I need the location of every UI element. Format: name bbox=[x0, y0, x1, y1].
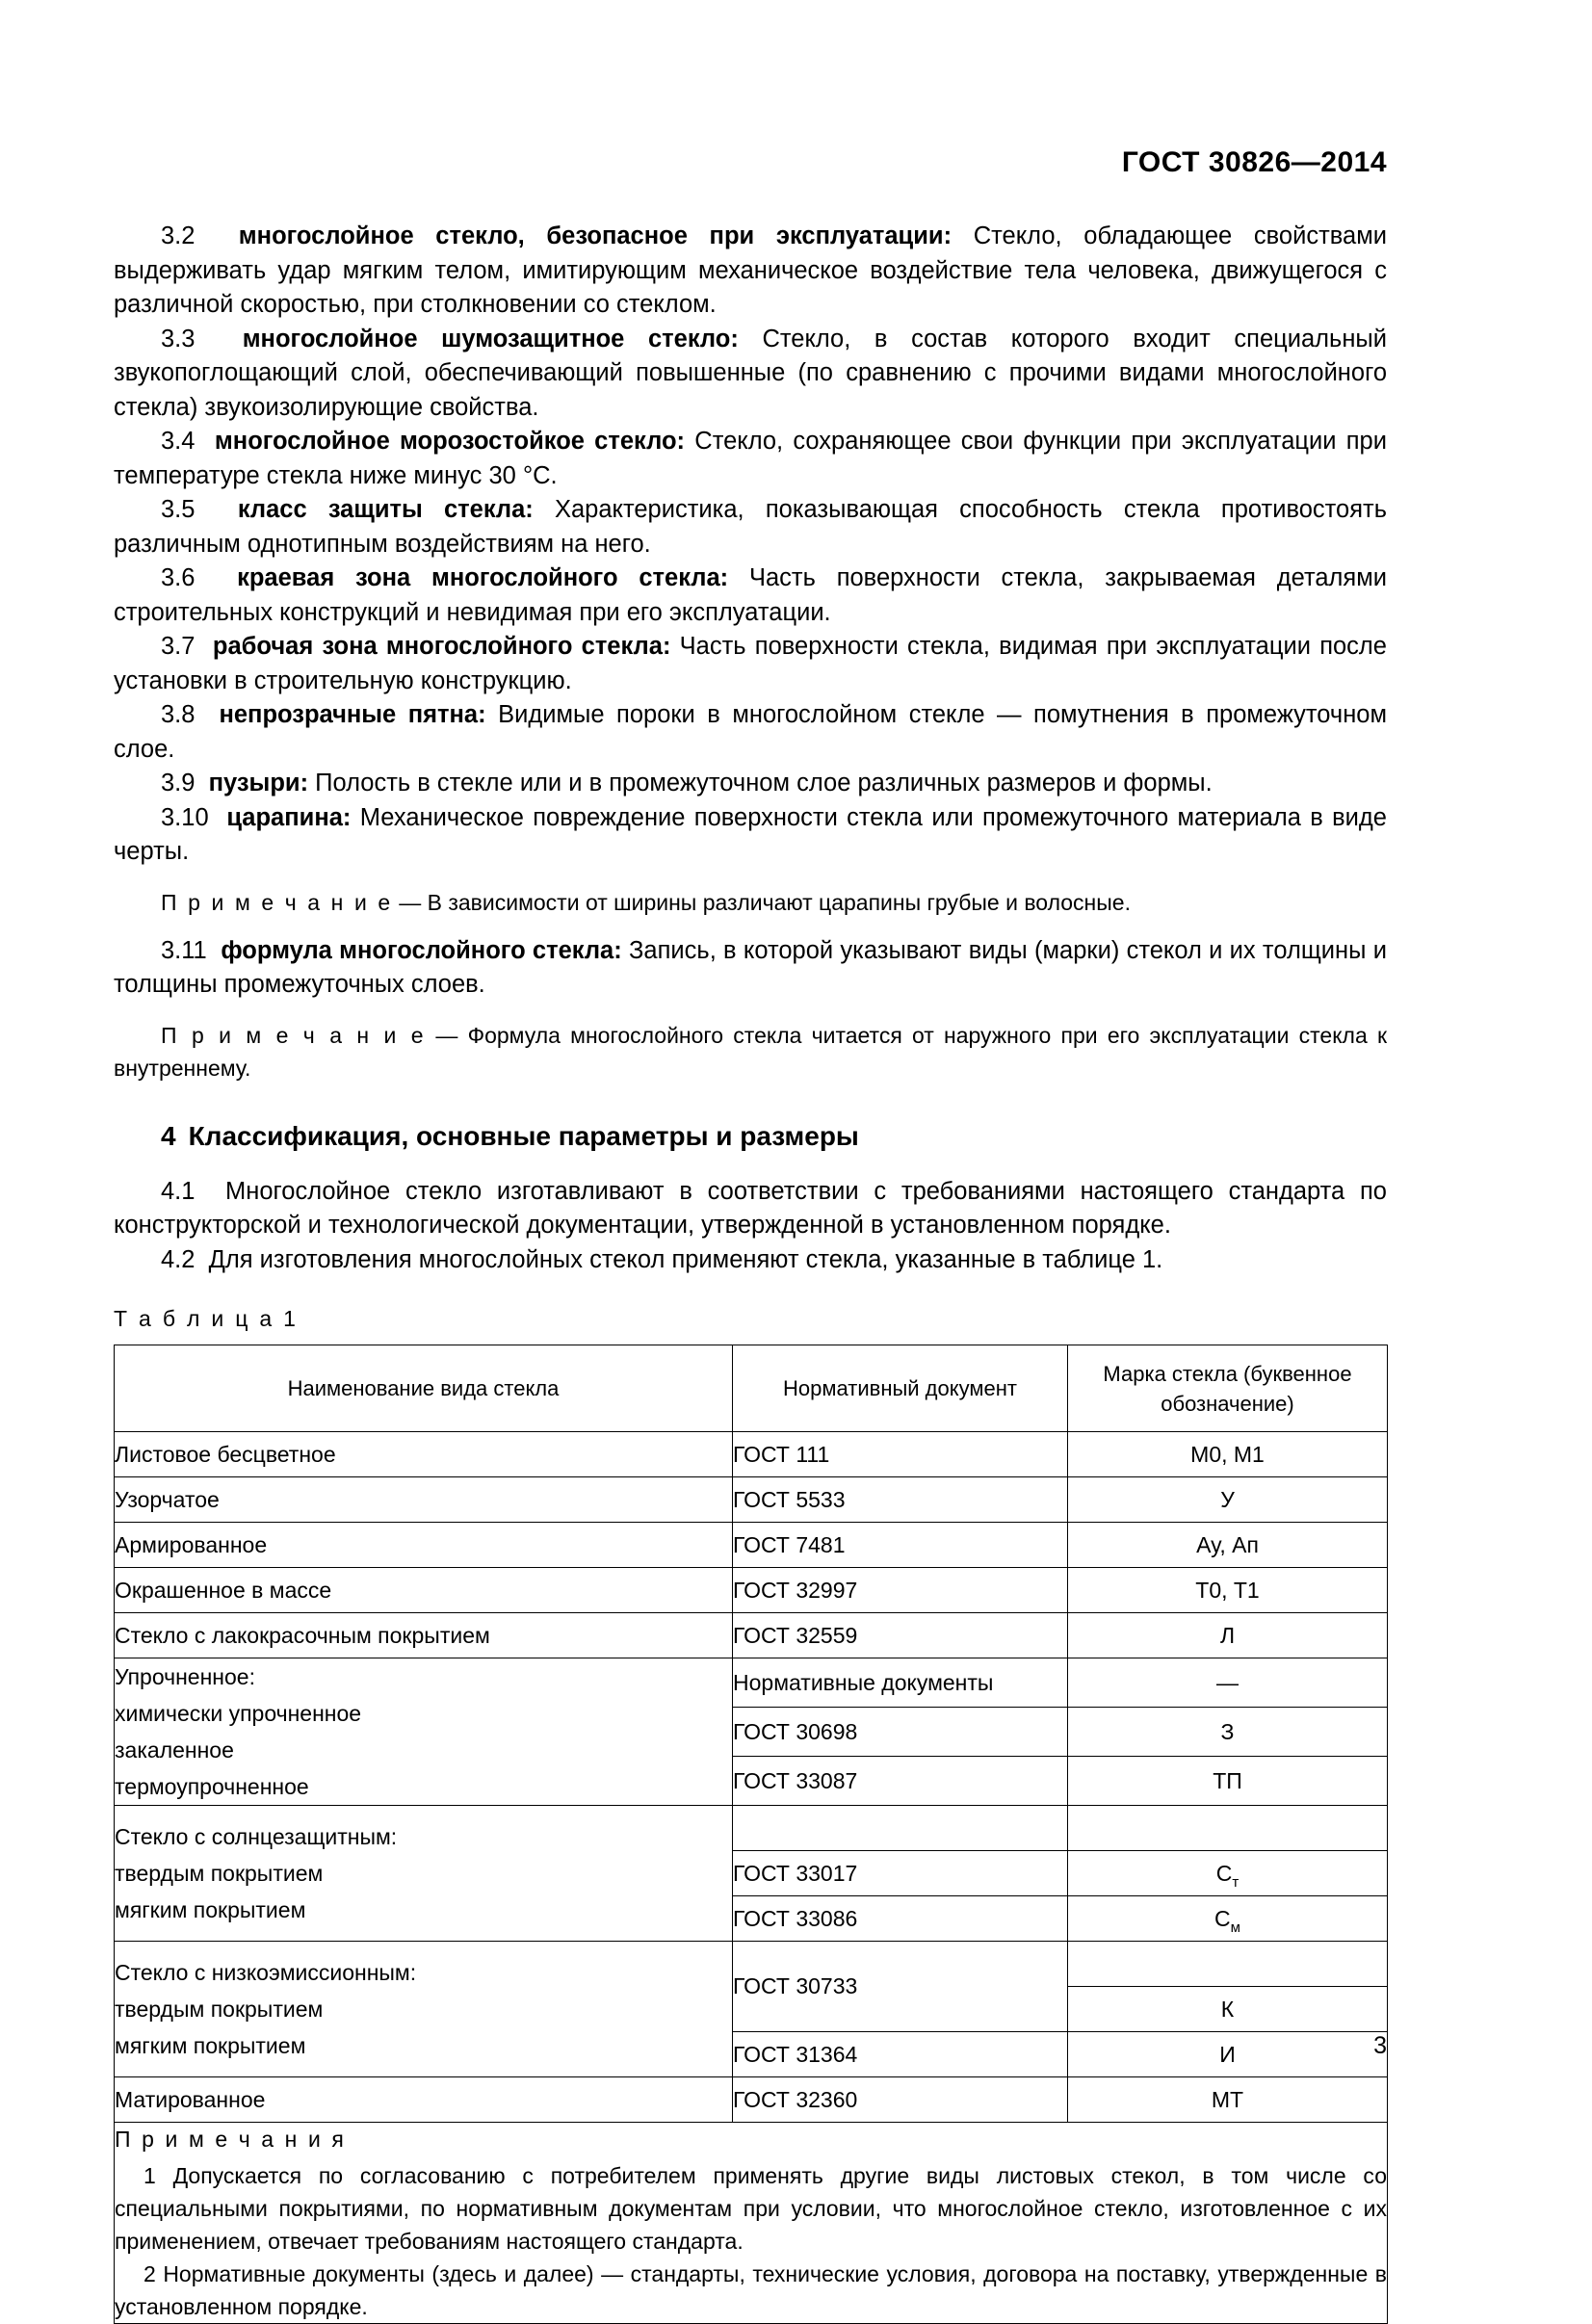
definition-text: Полость в стекле или и в промежуточном слое различных размеров и формы. bbox=[315, 770, 1213, 796]
group-subitem: закаленное bbox=[115, 1737, 234, 1763]
mark-base: С bbox=[1214, 1905, 1231, 1931]
mark-subscript: м bbox=[1230, 1919, 1240, 1936]
cell-mark: К bbox=[1068, 1987, 1388, 2032]
definition-term: формула многослойного стекла: bbox=[221, 936, 622, 964]
table-row bbox=[115, 1613, 1388, 1658]
table-row bbox=[115, 2077, 1388, 2123]
definition-term: рабочая зона многослойного стекла: bbox=[212, 633, 671, 660]
page-number: 3 bbox=[1373, 2032, 1387, 2059]
cell-document: ГОСТ 5533 bbox=[733, 1477, 1068, 1523]
note-label: П р и м е ч а н и е bbox=[161, 1022, 427, 1048]
table-1-caption: Т а б л и ц а 1 bbox=[114, 1306, 299, 1331]
section-title: Классификация, основные параметры и размеры bbox=[188, 1120, 859, 1151]
clause-4-2 bbox=[114, 1243, 1387, 1278]
cell-mark: Ау, Ап bbox=[1068, 1523, 1388, 1568]
definition-term: многослойное стекло, безопасное при эксплуатации: bbox=[238, 222, 953, 249]
cell-document: ГОСТ 33086 bbox=[733, 1896, 1068, 1942]
cell-glass-name-group bbox=[115, 1658, 733, 1806]
definition-3-4 bbox=[114, 425, 1387, 493]
table-row bbox=[115, 1523, 1388, 1568]
group-subitem: твердым покрытием bbox=[115, 1861, 324, 1886]
cell-mark bbox=[1068, 1851, 1388, 1896]
definition-3-5 bbox=[114, 493, 1387, 561]
notes-item: 1 Допускается по согласованию с потребителем применять другие виды листовых стекол, в том числе со специальными покрытиями, по нормативным документам при условии, что многослойное стекло, изготовленное с их применением, отвечает требованиям настоящего стандарта. bbox=[115, 2163, 1387, 2254]
cell-document: Нормативные документы bbox=[733, 1658, 1068, 1708]
cell-mark-empty bbox=[1068, 1942, 1388, 1987]
group-subitem: мягким покрытием bbox=[115, 2033, 306, 2058]
note-text: — В зависимости от ширины различают царапины грубые и волосные. bbox=[399, 889, 1131, 915]
cell-document: ГОСТ 32997 bbox=[733, 1568, 1068, 1613]
group-subitem: химически упрочненное bbox=[115, 1701, 362, 1726]
cell-mark: И bbox=[1068, 2032, 1388, 2077]
definition-number: 3.2 bbox=[161, 222, 196, 249]
note-after-3-10 bbox=[114, 886, 1387, 919]
cell-mark: У bbox=[1068, 1477, 1388, 1523]
notes-item: 2 Нормативные документы (здесь и далее) — стандарты, технические условия, договора на поставку, утвержденные в установленном порядке. bbox=[115, 2261, 1387, 2319]
definition-number: 3.10 bbox=[161, 803, 209, 831]
clause-text: Многослойное стекло изготавливают в соответствии с требованиями настоящего стандарта по конструкторской и технологической документации, утвержденной в установленном порядке. bbox=[114, 1177, 1387, 1239]
page-header-standard-title: ГОСТ 30826—2014 bbox=[1121, 146, 1387, 178]
cell-glass-name: Матированное bbox=[115, 2077, 733, 2123]
definition-text: Видимые пороки в многослойном стекле — помутнения в промежуточном слое. bbox=[114, 701, 1388, 763]
cell-mark: Т0, Т1 bbox=[1068, 1568, 1388, 1613]
cell-mark: — bbox=[1068, 1658, 1388, 1708]
cell-document: ГОСТ 32559 bbox=[733, 1613, 1068, 1658]
definition-number: 3.4 bbox=[161, 428, 196, 455]
mark-base: С bbox=[1215, 1860, 1233, 1886]
table-row-group-lowe bbox=[115, 1942, 1388, 1987]
definition-number: 3.3 bbox=[161, 325, 196, 353]
definition-text: Стекло, обладающее свойствами выдерживать удар мягким телом, имитирующим механическое воздействие тела человека, движущегося с различной скоростью, при столкновении со стеклом. bbox=[114, 222, 1387, 318]
table-header-row bbox=[115, 1345, 1388, 1432]
note-label: П р и м е ч а н и е bbox=[161, 889, 393, 915]
definition-text: Запись, в которой указывают виды (марки) стекол и их толщины и толщины промежуточных слоев. bbox=[114, 936, 1387, 998]
cell-glass-name-group bbox=[115, 1806, 733, 1942]
definition-text: Механическое повреждение поверхности стекла или промежуточного материала в виде черты. bbox=[114, 803, 1387, 865]
column-header-mark: Марка стекла (буквенное обозначение) bbox=[1068, 1345, 1388, 1432]
cell-mark bbox=[1068, 1896, 1388, 1942]
definition-number: 3.11 bbox=[161, 936, 207, 964]
definition-text: Характеристика, показывающая способность стекла противостоять различным однотипным воздействиям на него. bbox=[114, 496, 1387, 558]
definition-3-3 bbox=[114, 323, 1387, 426]
definition-3-9 bbox=[114, 767, 1387, 801]
table-glass-types bbox=[114, 1345, 1388, 2324]
cell-mark: ТП bbox=[1068, 1757, 1388, 1806]
section-number: 4 bbox=[161, 1120, 176, 1151]
note-text: — Формула многослойного стекла читается от наружного при его эксплуатации стекла к внутреннему. bbox=[114, 1022, 1388, 1081]
group-subitem: термоупрочненное bbox=[115, 1774, 309, 1799]
definition-3-2 bbox=[114, 220, 1387, 323]
definition-text: Стекло, в состав которого входит специальный звукопоглощающий слой, обеспечивающий повышенные (по сравнению с прочими видами многослойного стекла) звукоизолирующие свойства. bbox=[114, 325, 1387, 421]
definition-term: многослойное шумозащитное стекло: bbox=[242, 325, 739, 353]
definition-text: Часть поверхности стекла, закрываемая деталями строительных конструкций и невидимая при его эксплуатации. bbox=[114, 564, 1388, 626]
cell-glass-name: Армированное bbox=[115, 1523, 733, 1568]
definition-text: Часть поверхности стекла, видимая при эксплуатации после установки в строительную конструкцию. bbox=[114, 633, 1387, 694]
cell-document: ГОСТ 111 bbox=[733, 1432, 1068, 1477]
cell-mark-empty bbox=[1068, 1806, 1388, 1851]
cell-document-empty bbox=[733, 1806, 1068, 1851]
definition-text: Стекло, сохраняющее свои функции при эксплуатации при температуре стекла ниже минус 30 °С. bbox=[114, 428, 1387, 489]
cell-mark: Л bbox=[1068, 1613, 1388, 1658]
definition-3-10 bbox=[114, 801, 1387, 870]
note-after-3-11 bbox=[114, 1019, 1387, 1084]
clause-text: Для изготовления многослойных стекол применяют стекла, указанные в таблице 1. bbox=[208, 1245, 1163, 1273]
table-notes bbox=[115, 2123, 1388, 2324]
table-row bbox=[115, 1477, 1388, 1523]
group-subitem: мягким покрытием bbox=[115, 1897, 306, 1922]
cell-document: ГОСТ 30733 bbox=[733, 1942, 1068, 2032]
definition-number: 3.8 bbox=[161, 701, 196, 728]
table-row-group-hardened bbox=[115, 1658, 1388, 1708]
cell-document: ГОСТ 7481 bbox=[733, 1523, 1068, 1568]
table-notes-row bbox=[115, 2123, 1388, 2324]
definition-3-7 bbox=[114, 630, 1387, 698]
cell-mark: МТ bbox=[1068, 2077, 1388, 2123]
clause-number: 4.1 bbox=[161, 1177, 196, 1205]
cell-document: ГОСТ 31364 bbox=[733, 2032, 1068, 2077]
definition-3-6 bbox=[114, 561, 1387, 630]
definition-term: непрозрачные пятна: bbox=[219, 701, 486, 728]
group-subitem: твердым покрытием bbox=[115, 1997, 324, 2022]
definition-term: краевая зона многослойного стекла: bbox=[237, 564, 729, 591]
table-row bbox=[115, 1432, 1388, 1477]
column-header-name: Наименование вида стекла bbox=[115, 1345, 733, 1432]
cell-document: ГОСТ 30698 bbox=[733, 1708, 1068, 1757]
cell-document: ГОСТ 33017 bbox=[733, 1851, 1068, 1896]
mark-subscript: т bbox=[1232, 1873, 1240, 1891]
definition-number: 3.6 bbox=[161, 564, 196, 591]
column-header-document: Нормативный документ bbox=[733, 1345, 1068, 1432]
definition-term: пузыри: bbox=[208, 770, 309, 796]
clause-number: 4.2 bbox=[161, 1245, 196, 1273]
definition-term: царапина: bbox=[226, 803, 352, 831]
definition-3-8 bbox=[114, 698, 1387, 767]
definition-number: 3.7 bbox=[161, 633, 196, 660]
notes-label: П р и м е ч а н и я bbox=[115, 2127, 347, 2152]
definition-3-11 bbox=[114, 934, 1387, 1003]
definition-term: многослойное морозостойкое стекло: bbox=[214, 428, 686, 455]
cell-glass-name: Окрашенное в массе bbox=[115, 1568, 733, 1613]
group-label: Стекло с низкоэмиссионным: bbox=[115, 1960, 417, 1985]
cell-document: ГОСТ 32360 bbox=[733, 2077, 1068, 2123]
section-4-heading bbox=[161, 1121, 1387, 1152]
document-body bbox=[114, 220, 1387, 2324]
group-label: Стекло с солнцезащитным: bbox=[115, 1824, 398, 1849]
cell-glass-name: Листовое бесцветное bbox=[115, 1432, 733, 1477]
table-row-group-solar bbox=[115, 1806, 1388, 1851]
cell-mark: З bbox=[1068, 1708, 1388, 1757]
table-row bbox=[115, 1568, 1388, 1613]
cell-mark: М0, М1 bbox=[1068, 1432, 1388, 1477]
definition-number: 3.5 bbox=[161, 496, 196, 523]
cell-glass-name: Стекло с лакокрасочным покрытием bbox=[115, 1613, 733, 1658]
cell-glass-name: Узорчатое bbox=[115, 1477, 733, 1523]
group-label: Упрочненное: bbox=[115, 1664, 255, 1689]
cell-document: ГОСТ 33087 bbox=[733, 1757, 1068, 1806]
definition-number: 3.9 bbox=[161, 770, 196, 796]
clause-4-1 bbox=[114, 1175, 1387, 1243]
definition-term: класс защиты стекла: bbox=[237, 496, 534, 523]
